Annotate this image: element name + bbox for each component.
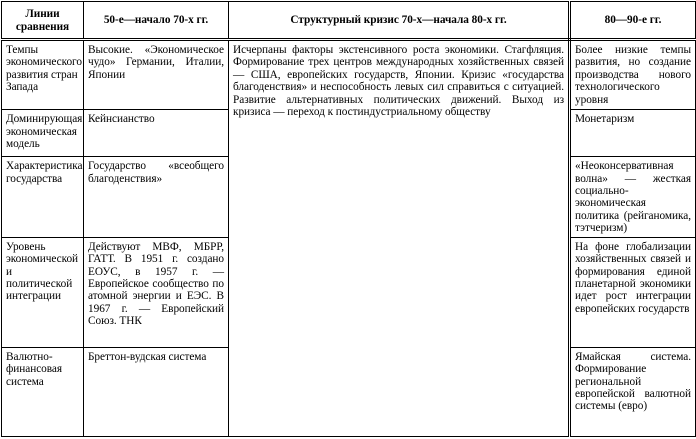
row-period-1-value: Государство «всеобщего благоденствия» bbox=[84, 157, 229, 238]
row-period-3-value: Ямайская система. Формирование региональной европейской валютной системы (евро) bbox=[570, 347, 696, 436]
row-criterion: Валютно-финансовая система bbox=[2, 347, 84, 436]
header-period-2: Структурный кризис 70-х—начала 80-х гг. bbox=[229, 2, 570, 40]
table-row bbox=[2, 40, 696, 110]
header-period-3: 80—90-е гг. bbox=[570, 2, 696, 40]
row-period-1-value: Бреттон-вудская система bbox=[84, 347, 229, 436]
row-period-1-value: Действуют МВФ, МБРР, ГАТТ. В 1951 г. создано ЕОУС, в 1957 г. — Европейское сообщество по атомной энергии и ЕЭС. В 1967 г. — Европейский Союз. ТНК bbox=[84, 237, 229, 347]
header-criteria: Линии сравнения bbox=[2, 2, 84, 40]
row-criterion: Доминирующая экономическая модель bbox=[2, 110, 84, 157]
row-period-3-value: «Неоконсервативная волна» — жесткая социально-экономическая политика (рейганомика, тэтчеризм) bbox=[570, 157, 696, 238]
row-period-3-value: Монетаризм bbox=[570, 110, 696, 157]
comparison-table bbox=[1, 1, 696, 437]
row-criterion: Уровень экономической и политической интеграции bbox=[2, 237, 84, 347]
header-period-1: 50-е—начало 70-х гг. bbox=[84, 2, 229, 40]
row-criterion: Характеристика государства bbox=[2, 157, 84, 238]
header-row bbox=[2, 2, 696, 40]
row-period-3-value: Более низкие темпы развития, но создание производства нового технологического уровня bbox=[570, 40, 696, 110]
row-period-1-value: Высокие. «Экономическое чудо» Германии, Италии, Японии bbox=[84, 40, 229, 110]
page bbox=[0, 1, 696, 439]
row-period-1-value: Кейнсианство bbox=[84, 110, 229, 157]
crisis-description: Исчерпаны факторы экстенсивного роста экономики. Стагфляция. Формирование трех центров международных хозяйственных связей — США, европейских государств, Японии. Кризис «государства благоденствия» и неспособность левых сил справиться с ситуацией. Развитие альтернативных политических движений. Выход из кризиса — переход к постиндустриальному обществу bbox=[229, 40, 570, 437]
row-criterion: Темпы экономического развития стран Запада bbox=[2, 40, 84, 110]
row-period-3-value: На фоне глобализации хозяйственных связей и формирования единой планетарной экономики идет рост интеграции европейских государств bbox=[570, 237, 696, 347]
